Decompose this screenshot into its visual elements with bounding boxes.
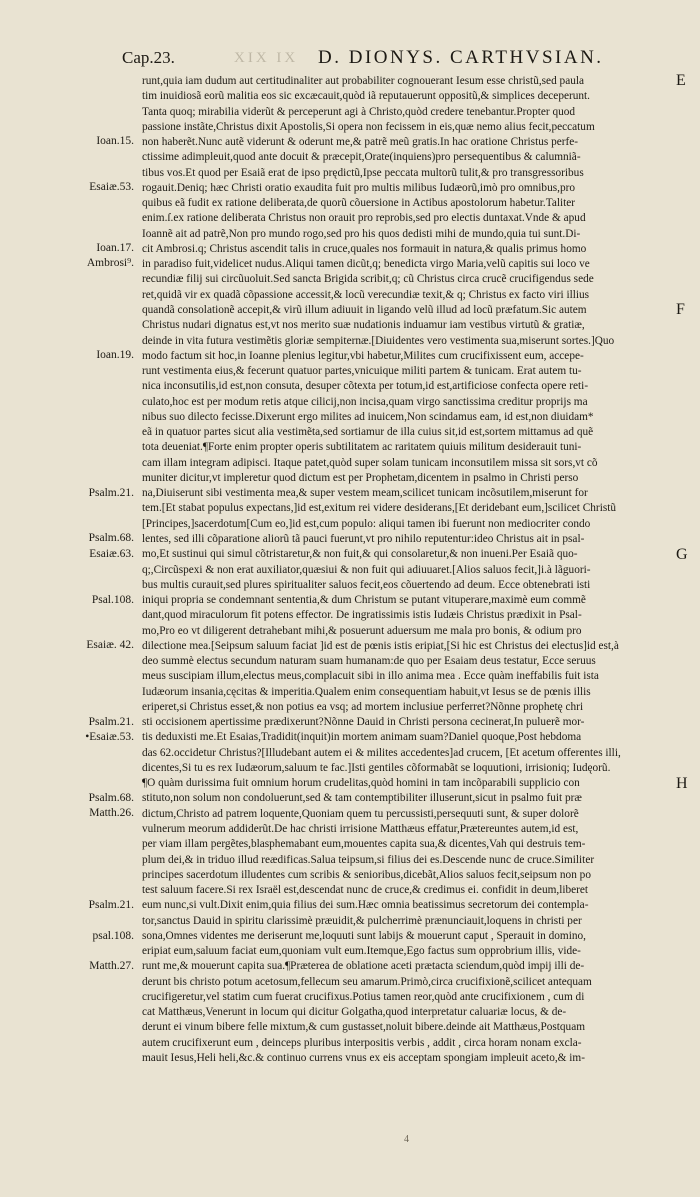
- text-line: tor,sanctus Dauid in spiritu clarissimè præuidit,& pulcherrimè prænunciauit,loquens in christi per: [142, 914, 582, 927]
- text-line: cam illam integram adipisci. Itaque patet,quòd super solam tunicam inconsutilem missa sit sors,vt cõ: [142, 456, 598, 469]
- text-line: ret,quidã vir ex quadã cõpassione accessit,& locũ verecundiæ texit,& q; Christus ex facto viri illius: [142, 288, 590, 301]
- text-line: tis deduxisti me.Et Esaias,Tradidit(inquit)in mortem animam suam?Daniel quoque,Post hebdoma: [142, 731, 582, 744]
- text-line: dilectione mea.[Seipsum saluum faciat ]id est de pœnis istis eripiat,[Si hic est Christus dei electus]id est,à: [142, 639, 619, 652]
- section-letter: E: [676, 72, 686, 89]
- margin-note: Ioan.15.: [96, 135, 134, 148]
- text-line: ctissime adimpleuit,quod ante docuit & præcepit,Orate(inquiens)pro persequentibus & calumniã-: [142, 151, 581, 164]
- text-line: [Principes,]sacerdotum[Cum eo,]id est,cum populo: aliqui tamen ibi fuerunt non mediocriter condo: [142, 517, 591, 530]
- main-text: [142, 74, 670, 1066]
- text-line: derunt bis christo potum acetosum,fellecum seu amarum.Primò,circa crucifixionẽ,scilicet antequam: [142, 975, 592, 988]
- chapter-number: Cap.23.: [122, 48, 175, 67]
- text-line: principes sacerdotum illudentes cum scribis & senioribus,dicebãt,Alios saluos fecit,seipsum non po: [142, 868, 591, 881]
- text-line: eripiat eum,saluum faciat eum,quoniam vult eum.Itemque,Ego factus sum opprobrium illis, vide-: [142, 945, 581, 958]
- text-line: quandã consolationẽ accepit,& virũ illum adiuuit in ligando velũ illud ad locũ præfatum.Sic autem: [142, 303, 587, 316]
- text-line: per viam illam pergẽtes,blasphemabant eum,mouentes capita sua,& dicentes,Vah qui destruis tem-: [142, 838, 586, 851]
- text-line: deo summè electus secundum naturam suam humanam:de quo per Esaiam deus testatur, Ecce seruus: [142, 655, 596, 668]
- text-line: non haberẽt.Nunc autẽ viderunt & oderunt me,& patrẽ meũ gratis.In hac oratione Christus perfe-: [142, 136, 579, 149]
- text-line: plum dei,& in triduo illud reædificas.Salua teipsum,si filius dei es.Descende nunc de cruce.Similiter: [142, 853, 595, 866]
- text-line: iniqui propria se condemnant sententia,& dum Christum se putant vituperare,maximè eum commẽ: [142, 594, 586, 607]
- section-letter: G: [676, 545, 688, 563]
- text-line: cit Ambrosi.q; Christus ascendit talis in cruce,quales nos formauit in natura,& qualis primus homo: [142, 242, 587, 255]
- text-line: tibus vos.Et quod per Esaiã erat de ipso prędictũ,Ipse peccata multorũ tulit,& pro transgressoribus: [142, 166, 584, 179]
- text-line: cat Matthæus,Venerunt in locum qui dicitur Golgatha,quod interpretatur caluariæ locus, & de-: [142, 1006, 567, 1019]
- text-line: modo factum sit hoc,in Ioanne plenius legitur,vbi habetur,Milites cum crucifixissent eum, accepe-: [142, 349, 584, 362]
- section-letter: F: [676, 301, 685, 319]
- text-line: eum nunc,si vult.Dixit enim,quia filius dei sum.Hæc omnia beatissimus secretorum dei contempla-: [142, 899, 589, 912]
- text-line: test saluum facere.Si rex Israël est,descendat nunc de cruce,& credimus ei. confidit in deum,liberet: [142, 884, 589, 897]
- margin-note: Esaiæ.63.: [89, 547, 134, 560]
- running-header: [0, 48, 700, 74]
- margin-note: Psalm.21.: [88, 715, 134, 728]
- text-line: rogauit.Deniq; hæc Christi oratio exaudita fuit pro multis milibus Iudæorũ,imò pro omnibus,pro: [142, 181, 576, 194]
- section-letter: H: [676, 774, 688, 792]
- text-line: lentes, sed illi cõparatione aliorũ tã pauci fuerunt,vt pro nihilo reputentur:ideo Christus ait in psal-: [142, 532, 585, 545]
- text-line: ¶O quàm durissima fuit omnium horum crudelitas,quòd homini in tam incõparabili supplicio con: [142, 777, 580, 790]
- margin-note: •Esaiæ.53.: [85, 731, 134, 744]
- text-line: mo,Pro eo vt diligerent detrahebant mihi,& posuerunt aduersum me mala pro bonis, & odium pro: [142, 624, 582, 637]
- margin-note: Psalm.21.: [88, 486, 134, 499]
- text-line: recundiæ filij sui circũuoluit.Sed sancta Brigida scribit,q; cũ Christus circa crucẽ crucifigendus sede: [142, 273, 594, 286]
- text-line: runt me,& mouerunt capita sua.¶Præterea de oblatione aceti prætacta sciendum,quòd impij illi de-: [142, 960, 585, 973]
- text-line: tim inuidiosã eorũ malitia eos sic excæcauit,quòd iã reputauerunt oppositũ,& simplices deceperunt.: [142, 90, 590, 103]
- text-line: muniter dicitur,vt impleretur quod dictum est per Prophetam,dicentem in psalmo in Christi perso: [142, 471, 579, 484]
- text-line: runt vestimenta eius,& fecerunt quatuor partes,vnicuique militi partem & tunicam. Erat autem tu-: [142, 365, 582, 378]
- text-line: nibus suo dilecto fecisse.Dixerunt ergo milites ad inuicem,Non scindamus eam, id est,non diuidam*: [142, 410, 594, 423]
- text-line: bus multis curauit,sed plures spiritualiter saluos fecit,eos cõuertendo ad deum. Ecce obtenebrati isti: [142, 578, 591, 591]
- text-line: dicentes,Si tu es rex Iudæorum,saluum te fac.]Isti gentiles cõformabãt se loquutioni, irrisioniq; Iudęorũ.: [142, 761, 611, 774]
- text-line: Tanta quoq; mirabilia viderũt & perceperunt agi à Christo,quòd credere tenebantur.Propter quod: [142, 105, 576, 118]
- text-line: autem crucifixerunt eum , deinceps pluribus interpositis verbis , addit , circa horam nonam excla-: [142, 1036, 582, 1049]
- text-line: enim.ſ.ex ratione deliberata Christus non orauit pro reprobis,sed pro electis duntaxat.Vnde & apud: [142, 212, 586, 225]
- margin-note: Psalm.68.: [88, 532, 134, 545]
- margin-note: Psalm.21.: [88, 899, 134, 912]
- margin-note: Ioan.19.: [96, 349, 134, 362]
- text-line: eã in quatuor partes sicut alia vestimẽta,sed sortiamur de illa cuius sit,id est,sortem mittamus ad quẽ: [142, 426, 594, 439]
- margin-note: Matth.27.: [89, 960, 134, 973]
- text-line: derunt ei vinum bibere felle mixtum,& cum gustasset,noluit bibere.deinde ait Matthæus,Postquam: [142, 1021, 586, 1034]
- text-line: deinde in vita futura vestimẽtis gloriæ sempiternæ.[Diuidentes vero vestimenta sua,miserunt sortes.]Quo: [142, 334, 615, 347]
- text-line: nica inconsutilis,id est,non consuta, desuper cõtexta per totum,id est,artificiose confecta opere reti-: [142, 380, 589, 393]
- text-line: runt,quia iam dudum aut certitudinaliter aut probabiliter cognouerant Iesum esse christũ,sed paula: [142, 75, 585, 87]
- text-line: tota deueniat.¶Forte enim propter operis subtilitatem ac raritatem quiuis militum desiderauit tuni-: [142, 441, 582, 454]
- text-line: Iudæorum insania,cęcitas & imperitia.Qualem enim consequentiam habuit,vt Iesus se de pœnis illis: [142, 685, 591, 698]
- text-line: dant,quod miraculorum fit potens effector. De ingratissimis istis Iudæis Christus prædixit in Psal-: [142, 609, 582, 622]
- text-line: meus suscipiam illum,electus meus,complacuit sibi in illo anima mea . Ecce quàm ineffabilis fuit ista: [142, 670, 599, 683]
- text-line: eriperet,si Christus esset,& non potius ea vsq; ad mortem inclusiue perferret?Nõnne prophetę chri: [142, 700, 584, 713]
- text-line: crucifigeretur,vel statim cum fuerat crucifixus.Potius tamen reor,quòd ante crucifixionem , cum di: [142, 990, 585, 1003]
- bleed-through-mark: XIX IX: [234, 50, 299, 66]
- text-line: in paradiso fuit,videlicet nudus.Aliqui tamen dicũt,q; benedicta virgo Maria,velũ capitis sui loco ve: [142, 258, 590, 271]
- folio-mark: 4: [404, 1134, 409, 1145]
- text-line: Christus nudari dignatus est,vt nos merito suæ nudationis induamur iam vestibus virtutũ & gratiæ,: [142, 319, 585, 332]
- text-line: q;,Circũspexi & non erat auxiliator,quæsiui & non fuit qui adiuuaret.[Alios saluos fecit,]i.à lãguori-: [142, 563, 591, 576]
- text-line: quibus eã fudit ex ratione deliberata,de quorũ cõuersione in Actibus apostolorum habetur.Taliter: [142, 197, 576, 210]
- margin-note: Psal.108.: [91, 593, 134, 606]
- margin-note: Psalm.68.: [88, 792, 134, 805]
- text-line: dictum,Christo ad patrem loquente,Quoniam quem tu percussisti,persequuti sunt, & super dolorẽ: [142, 807, 579, 820]
- margin-note: Matth.26.: [89, 807, 134, 820]
- text-line: stituto,non solum non condoluerunt,sed & tam contemptibiliter illuserunt,sicut in psalmo fuit præ: [142, 792, 582, 805]
- text-line: culato,hoc est per modum retis atque cilicij,non incisa,quam virgo sanctissima creditur proprijs ma: [142, 395, 588, 408]
- text-line: vulnerum meorum addiderũt.De hac christi irrisione Matthæus effatur,Prætereuntes autem,id est,: [142, 823, 579, 836]
- author-title: D. DIONYS. CARTHVSIAN.: [318, 47, 604, 68]
- text-line: sti occisionem apertissime prædixerunt?Nõnne Dauid in Christi persona cecinerat,In puluerẽ mor-: [142, 716, 585, 729]
- margin-note: Ioan.17.: [96, 242, 134, 255]
- text-line: mo,Et sustinui qui simul cõtristaretur,& non fuit,& qui consolaretur,& non inueni.Per Esaiã quo-: [142, 548, 578, 561]
- text-line: na,Diuiserunt sibi vestimenta mea,& super vestem meam,scilicet tunicam incõsutilem,miserunt for: [142, 487, 588, 500]
- text-line: mauit Iesus,Heli heli,&c.& continuo currens vnus ex eis acceptam spongiam impleuit aceto,& im-: [142, 1052, 585, 1064]
- text-line: sona,Omnes videntes me deriserunt me,loquuti sunt labijs & mouerunt caput , Sperauit in domino,: [142, 929, 586, 942]
- text-line: tem.[Et stabat populus expectans,]id est,exitum rei videre desiderans,[Et deridebant eum,]scilicet Christũ: [142, 502, 617, 515]
- margin-note: psal.108.: [92, 929, 134, 942]
- text-line: Ioannẽ ait ad patrẽ,Non pro mundo rogo,sed pro his quos dedisti mihi de mundo,quia tui sunt.Di-: [142, 227, 581, 240]
- margin-note: Ambrosi⁹.: [86, 257, 134, 270]
- margin-note: Esaiæ.53.: [89, 180, 134, 193]
- margin-note: Esaiæ. 42.: [86, 639, 134, 652]
- text-line: das 62.occidetur Christus?[Illudebant autem ei & milites accedentes]ad crucem, [Et acetum offerentes illi,: [142, 746, 621, 759]
- text-line: passione instãte,Christus dixit Apostolis,Si opera non fecissem in eis,quæ nemo alius fecit,peccatum: [142, 120, 595, 133]
